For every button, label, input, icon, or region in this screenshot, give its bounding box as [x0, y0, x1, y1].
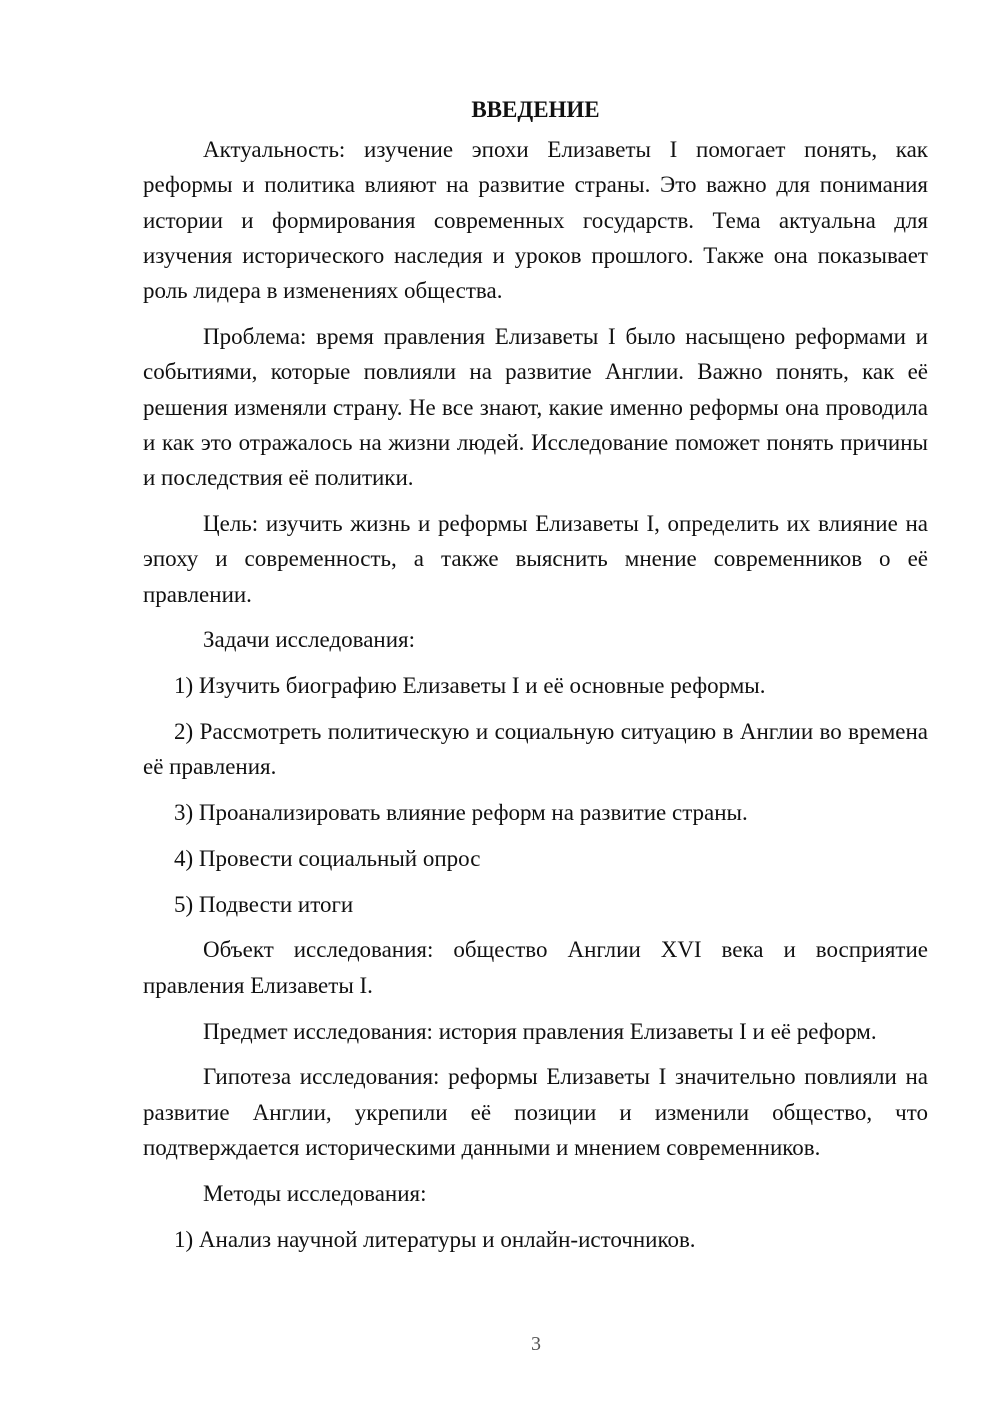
research-object-paragraph: Объект исследования: общество Англии XVI века и восприятие правления Елизаветы I. — [143, 937, 928, 998]
page-number: 3 — [531, 1333, 541, 1355]
methods-heading: Методы исследования: — [203, 1180, 427, 1206]
method-item-1: 1) Анализ научной литературы и онлайн-источников. — [174, 1226, 696, 1252]
task-item-2: 2) Рассмотреть политическую и социальную ситуацию в Англии во времена её правления. — [143, 718, 928, 780]
task-item-5: 5) Подвести итоги — [174, 891, 354, 917]
problem-paragraph: Проблема: время правления Елизаветы I было насыщено реформами и событиями, которые повлияли на развитие Англии. Важно понять, как её решения изменяли страну. Не все знают, какие именно реформы она проводила и как это отражалось на жизни людей. Исследование поможет понять причины и последствия её политики. — [143, 323, 928, 491]
hypothesis-paragraph: Гипотеза исследования: реформы Елизаветы I значительно повлияли на развитие Англии, укрепили её позиции и изменили общество, что подтверждается историческими данными и мнением современников. — [143, 1064, 928, 1160]
tasks-heading: Задачи исследования: — [203, 627, 416, 653]
research-subject-paragraph: Предмет исследования: история правления Елизаветы I и её реформ. — [203, 1018, 877, 1044]
document-page — [143, 92, 928, 1257]
relevance-paragraph: Актуальность: изучение эпохи Елизаветы I помогает понять, как реформы и политика влияют на развитие страны. Это важно для понимания истории и формирования современных государств. Тема актуальна для изучения исторического наследия и уроков прошлого. Также она показывает роль лидера в изменениях общества. — [143, 137, 928, 304]
task-item-1: 1) Изучить биографию Елизаветы I и её основные реформы. — [174, 673, 766, 699]
task-item-3: 3) Проанализировать влияние реформ на развитие страны. — [174, 800, 748, 826]
task-item-4: 4) Провести социальный опрос — [174, 845, 481, 871]
section-title: ВВЕДЕНИЕ — [471, 97, 600, 122]
goal-paragraph: Цель: изучить жизнь и реформы Елизаветы I, определить их влияние на эпоху и современность, а также выяснить мнение современников о её правлении. — [143, 510, 928, 607]
